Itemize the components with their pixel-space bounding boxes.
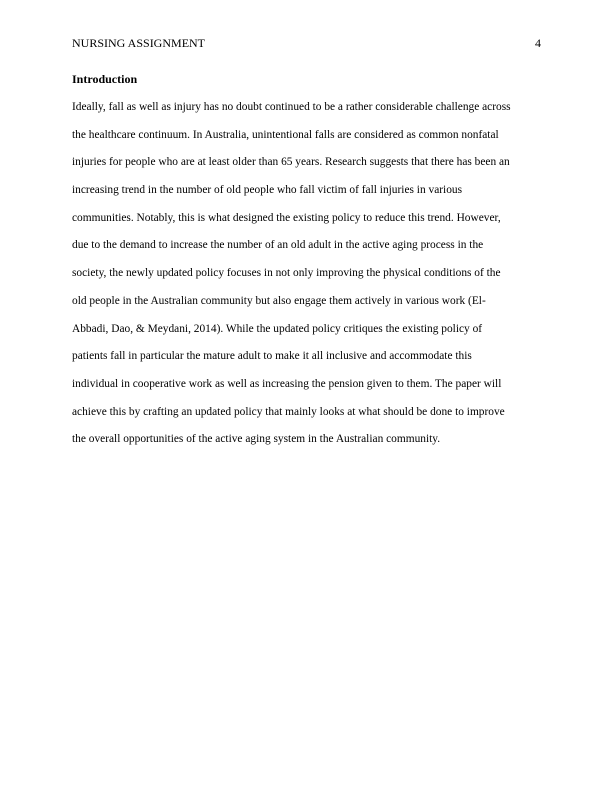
paragraph-line: communities. Notably, this is what designed the existing policy to reduce this trend. However, bbox=[72, 211, 501, 224]
section-heading: Introduction bbox=[72, 72, 138, 86]
paragraph-line: injuries for people who are at least older than 65 years. Research suggests that there has been an bbox=[72, 156, 510, 169]
paragraph-line: old people in the Australian community but also engage them actively in various work (El- bbox=[72, 294, 486, 307]
paragraph-line: the healthcare continuum. In Australia, unintentional falls are considered as common nonfatal bbox=[72, 128, 499, 141]
paragraph-line: achieve this by crafting an updated policy that mainly looks at what should be done to improve bbox=[72, 405, 505, 418]
paragraph-line: the overall opportunities of the active aging system in the Australian community. bbox=[72, 433, 441, 446]
paragraph-line: increasing trend in the number of old people who fall victim of fall injuries in various bbox=[72, 184, 463, 197]
paragraph-line: Abbadi, Dao, & Meydani, 2014). While the updated policy critiques the existing policy of bbox=[72, 322, 483, 335]
running-head: NURSING ASSIGNMENT bbox=[72, 36, 206, 50]
introduction-paragraph bbox=[72, 94, 542, 454]
paragraph-line: individual in cooperative work as well as increasing the pension given to them. The paper will bbox=[72, 377, 502, 390]
paragraph-line: Ideally, fall as well as injury has no doubt continued to be a rather considerable challenge across bbox=[72, 101, 511, 113]
paragraph-line: due to the demand to increase the number of an old adult in the active aging process in the bbox=[72, 239, 484, 252]
paragraph-line: society, the newly updated policy focuses in not only improving the physical conditions of the bbox=[72, 267, 501, 280]
paragraph-line: patients fall in particular the mature adult to make it all inclusive and accommodate this bbox=[72, 350, 472, 363]
page-number: 4 bbox=[535, 36, 541, 50]
